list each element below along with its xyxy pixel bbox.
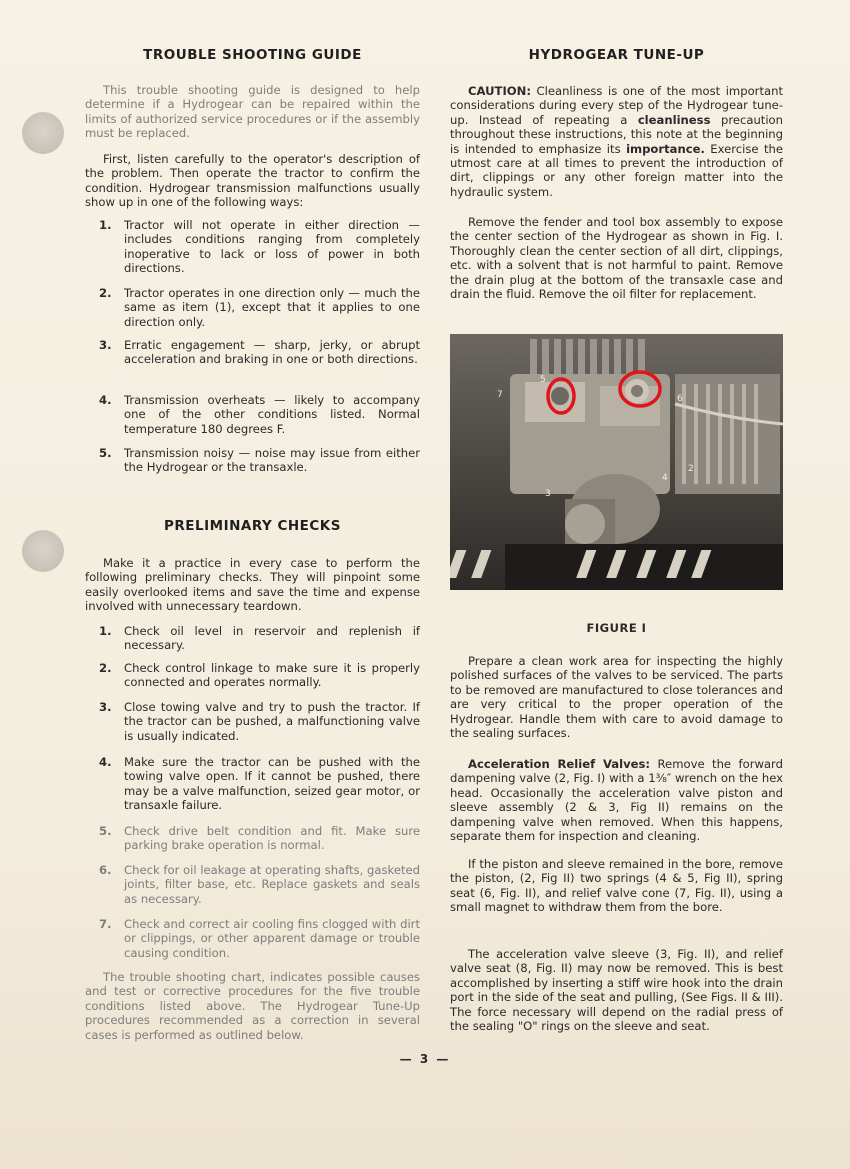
page-number: — 3 — — [399, 1052, 451, 1066]
intro-paragraph: This trouble shooting guide is designed to help determine if a Hydrogear can be repaired within the limits of authorized service procedures or if the assembly must be replaced. — [85, 83, 420, 141]
figure-caption: FIGURE I — [586, 621, 647, 635]
punch-hole-middle — [22, 530, 64, 572]
punch-hole-top — [22, 112, 64, 154]
trouble-shooting-title: TROUBLE SHOOTING GUIDE — [143, 47, 362, 63]
caution-paragraph: CAUTION: Cleanliness is one of the most important considerations during every step of the Hydrogear tune-up. Instead of repeating a cleanliness precaution throughout these instructions, this note at the beginning is intended to emphasize its importance. Exercise the utmost care at all times to prevent the introduction of dirt, clippings or any other foreign matter into the hydraulic system. — [450, 84, 784, 199]
photo-label: 3 — [545, 489, 551, 499]
sleeve-paragraph: The acceleration valve sleeve (3, Fig. II), and relief valve seat (8, Fig. II) may now be removed. This is best accomplished by inserting a stiff wire hook into the drain port in the side of the seat and pulling, (See Figs. II & III). The force necessary will depend on the radial press of the sealing "O" rings on the sleeve and seat. — [450, 947, 783, 1034]
piston-paragraph: If the piston and sleeve remained in the bore, remove the piston, (2, Fig II) two springs (4 & 5, Fig II), spring seat (6, Fig. II), and relief valve cone (7, Fig. II), using a small magnet to withdraw them from the bore. — [450, 857, 783, 915]
photo-label: 2 — [688, 464, 694, 474]
figure-1-photo — [450, 334, 783, 590]
closing-paragraph: The trouble shooting chart, indicates possible causes and test or corrective procedures for the five trouble conditions listed above. The Hydrogear Tune-Up procedures recommended as a correction in several cases is performed as outlined below. — [85, 970, 420, 1042]
photo-label: 7 — [497, 390, 503, 400]
tune-up-title: HYDROGEAR TUNE-UP — [528, 47, 705, 63]
accel-relief-paragraph: Acceleration Relief Valves: Remove the forward dampening valve (2, Fig. I) with a 1⅜″ wrench on the hex head. Occasionally the acceleration valve piston and sleeve assembly (2 & 3, Fig II) remains on the dampening valve when removed. When this happens, separate them for inspection and cleaning. — [450, 757, 783, 844]
preliminary-intro: Make it a practice in every case to perform the following preliminary checks. They will pinpoint some easily overlooked items and save the time and expense involved with unnecessary teardown. — [85, 556, 420, 614]
photo-label: 5 — [540, 375, 546, 385]
remove-fender-paragraph: Remove the fender and tool box assembly to expose the center section of the Hydrogear as shown in Fig. I. Thoroughly clean the center section of all dirt, clippings, etc. with a solvent that is not harmful to paint. Remove the drain plug at the bottom of the transaxle case and drain the fluid. Remove the oil filter for replacement. — [450, 215, 783, 302]
photo-label: 6 — [677, 394, 683, 404]
photo-label: 4 — [662, 473, 668, 483]
listen-paragraph: First, listen carefully to the operator's description of the problem. Then operate the tractor to confirm the condition. Hydrogear transmission malfunctions usually show up in one of the following ways: — [85, 152, 420, 210]
work-area-paragraph: Prepare a clean work area for inspecting the highly polished surfaces of the valves to be serviced. The parts to be removed are manufactured to close tolerances and are very critical to the proper operation of the Hydrogear. Handle them with care to avoid damage to the sealing surfaces. — [450, 654, 783, 741]
preliminary-checks-title: PRELIMINARY CHECKS — [164, 518, 341, 534]
